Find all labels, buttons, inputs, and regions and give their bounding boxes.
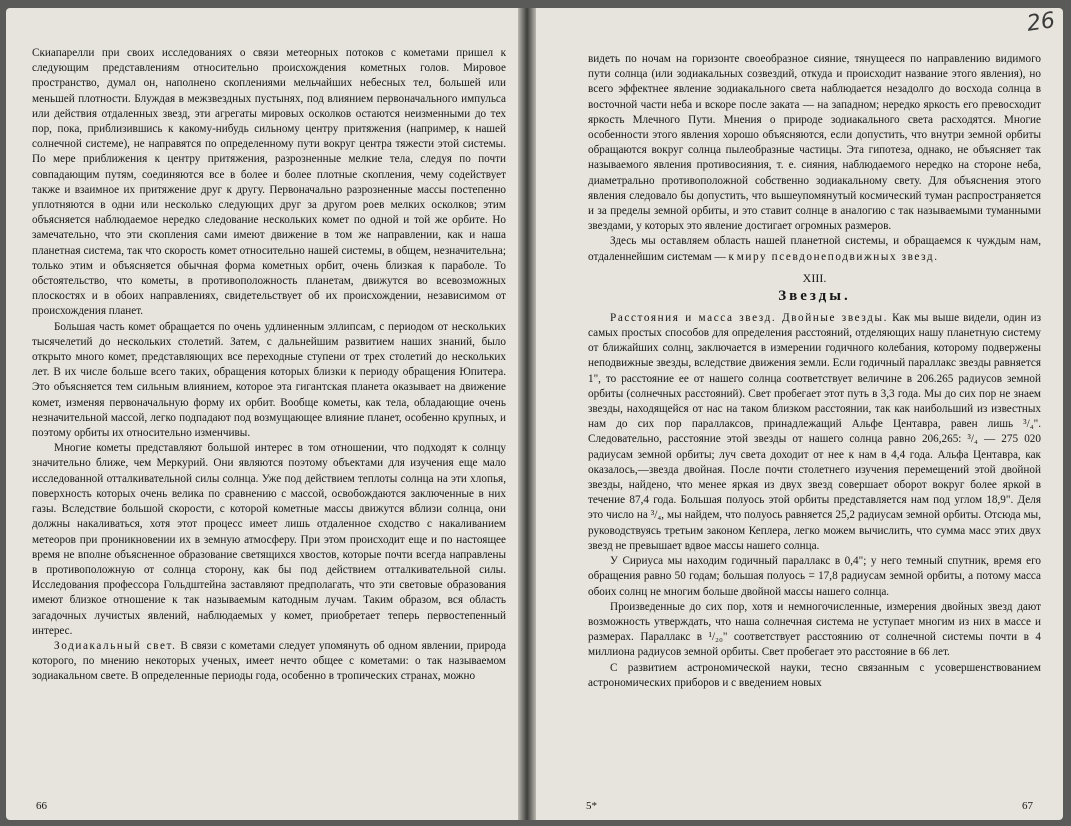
paragraph (588, 234, 1041, 264)
section-heading: Расстояния и масса звезд. Двойные звезды. (610, 311, 888, 324)
paragraph: Скиапарелли при своих исследованиях о связи метеорных потоков с кометами пришел к следующим представлениям относительно происхождения кометных голов. Мировое пространство, думал он, наполнено скоплениями мельчайших небесных тел, большей или меньшей плотности. Блуждая в межзвездных пустынях, под влиянием первоначального импульса или действия отдаленных звезд, эти агрегаты мировых осколков остаются неизменными до тех пор, пока, приблизившись к какому-нибудь сильному центру притяжения (например, к нашей солнечной системе), не направятся по определенному пути вокруг центра тяжести этой системы. По мере приближения к центру притяжения, разрозненные мелкие тела, следуя по почти совпадающим путям, соединяются все в более и более плотные скопления, чему содействует также и взаимное их притяжение друг к другу. Первоначально разрозненные массы постепенно уплотняются в одни или несколько следующих друг за другом роев мелких осколков; этим объясняется наблюдаемое нередко следование нескольких комет по одной и той же орбите. Но замечательно, что эти скопления сами имеют движение в том же направлении, как и наша планетная система, так что скорость комет относительно нашей системы, в общем, незначительна; только этим и объясняется обычная форма кометных орбит, очень близкая к параболе. То обстоятельство, что кометы, в противоположность планетам, движутся во всевозможных плоскостях и в обоих направлениях, свидетельствует об их происхождении, независимом от происхождения планет. (32, 47, 506, 318)
paragraph (588, 311, 1041, 554)
paragraph: С развитием астрономической науки, тесно связанным с усовершенствованием астрономических приборов и с введением новых (588, 661, 1041, 689)
paragraph: Многие кометы представляют большой интерес в том отношении, что подходят к солнцу значительно ближе, чем Меркурий. Они являются поэтому объектами для изучения еще мало исследованной отталкивательной силы солнца. Уже под действием теплоты солнца на эти хлопья, поверхность которых очень велика по сравнению с массой, освобождаются заключенные в них газы. Вследствие большой скорости, с которой кометные массы движутся вблизи солнца, они должны накаливаться, хотя этот процесс имеет лишь отдаленное сходство с накаливанием метеоров при проникновении их в земную атмосферу. При этом происходит еще и по настоящее время не вполне объясненное образование светящихся хвостов, которые почти всегда направлены в противоположную от солнца сторону, как бы под действием отталкивательной силы. Исследования профессора Гольдштейна заставляют предполагать, что эти световые образования имеют близкое отношение к так называемым катодным лучам. Таким образом, вся область загадочных лучистых явлений, наблюдаемых у комет, приобретает теперь первостепенный интерес. (32, 442, 506, 637)
paragraph: видеть по ночам на горизонте своеобразное сияние, тянущееся по направлению видимого пути солнца (или зодиакальных созвездий, откуда и происходит название этого явления), но всего эффектнее явление зодиакального света наблюдается незадолго до восхода солнца в восточной части неба и вскоре после заката — на западном; нередко яркость его превосходит яркость Млечного Пути. Мнения о природе зодиакального света расходятся. Многие особенности этого явления хорошо объясняются, если допустить, что внутри земной орбиты обращаются вокруг солнца пылеобразные частицы. Эта гипотеза, однако, не объясняет так называемого явления противосияния, т. е. сияния, наблюдаемого нередко на стороне неба, диаметрально противоположной собственно зодиакальному свету. Для объяснения этого явления следовало бы допустить, что вышеупомянутый космический туман распространяется и за пределы земной орбиты, и это ставит солнце в аналогию с так называемыми туманными звездами, у которых это явление достигает огромных размеров. (588, 53, 1041, 233)
paragraph: Произведенные до сих пор, хотя и немногочисленные, измерения двойных звезд дают возможность утверждать, что наша солнечная система не уступает многим из них в массе и размерах. Параллакс в ¹/₂₀" соответствует расстоянию от солнечной системы почти в 4 миллиона радиусов земной орбиты. Свет пробегает это расстояние в 66 лет. (588, 600, 1041, 659)
section-text: Как мы выше видели, один из самых простых способов для определения расстояний, отделяющих нашу планетную систему от ближайших солнц, заключается в измерении годичного колебания, которому подвержены неподвижные звезды, вследствие движения земли. Если годичный параллакс звезды равняется 1", то расстояние ее от нашего солнца соответствует величине в 206.265 радиусов земной орбиты (солнечных расстояний). Свет пробегает этот путь в 3,3 года. Мы до сих пор не знаем звезды, находящейся от нас на таком близком расстоянии, так как наибольший из известных нам до сих пор параллаксов, принадлежащий Альфе Центавра, равен лишь ³/₄". Следовательно, расстояние этой звезды от нашего солнца равно 206,265: ³/₄ — 275 020 радиусам земной орбиты; луч света доходит от нее к нам в 4,4 года. Альфа Центавра, как оказалось,—звезда двойная. После почти столетнего изучения перемещений этой двойной звезды, найдено, что менее яркая из двух звезд совершает оборот вокруг более яркой в течение 87,4 года. Большая полуось этой орбиты представляется нам под углом 18,9". Деля это число на ³/₄, мы найдем, что полуось равняется 25,2 радиусам земной орбиты. Отсюда мы, руководствуясь третьим законом Кеплера, легко можем вычислить, что сумма масс этих двух звезд не превышает вдвое массы нашего солнца. (588, 311, 1042, 552)
page-number: 66 (36, 800, 47, 812)
zodiac-text: В связи с кометами следует упомянуть об одном явлении, природа которого, по мнению некоторых ученых, имеет нечто общее с кометами: о так называемом зодиакальном свете. В определенные периоды года, особенно в тропических странах, можно (32, 639, 506, 683)
zodiac-heading: Зодиакальный свет. (54, 639, 177, 652)
chapter-title: Звезды. (778, 287, 851, 304)
chapter-number: XIII. (802, 270, 827, 285)
transition-text: Здесь мы оставляем область нашей планетной системы, и обращаемся к чуждым нам, отдаленнейшим системам — к (588, 235, 1041, 263)
page-number: 67 (1022, 800, 1033, 812)
left-page (6, 8, 524, 820)
book-gutter (518, 8, 536, 820)
paragraph: Большая часть комет обращается по очень удлиненным эллипсам, с периодом от нескольких тысячелетий до нескольких столетий. Затем, с дальнейшим развитием наших знаний, было открыто много комет, представляющих все переходные ступени от трех столетий до нескольких лет. В их числе больше всего таких, обращения которых близки к периоду обращения Юпитера. Это объясняется тем сильным влиянием, которое эта гигантская планета оказывает на движение комет, изменяя первоначальную форму их орбит. Вообще кометы, как тела, обладающие очень незначительной массой, легко подпадают под возмущающее влияние планет, особенно крупных, и поэтому орбиты их относительно изменчивы. (32, 320, 506, 440)
paragraph (32, 639, 506, 685)
paragraph: У Сириуса мы находим годичный параллакс в 0,4"; у него темный спутник, время его обращения равно 50 годам; большая полуось = 17,8 радиусам земной орбиты, а потому масса обоих солнц не многим больше двойной массы нашего солнца. (588, 555, 1041, 598)
transition-spaced-text: миру псевдонеподвижных звезд. (736, 250, 939, 263)
right-page (530, 8, 1063, 820)
signature-mark: 5* (586, 800, 597, 812)
handwritten-mark: 26 (1025, 8, 1057, 37)
